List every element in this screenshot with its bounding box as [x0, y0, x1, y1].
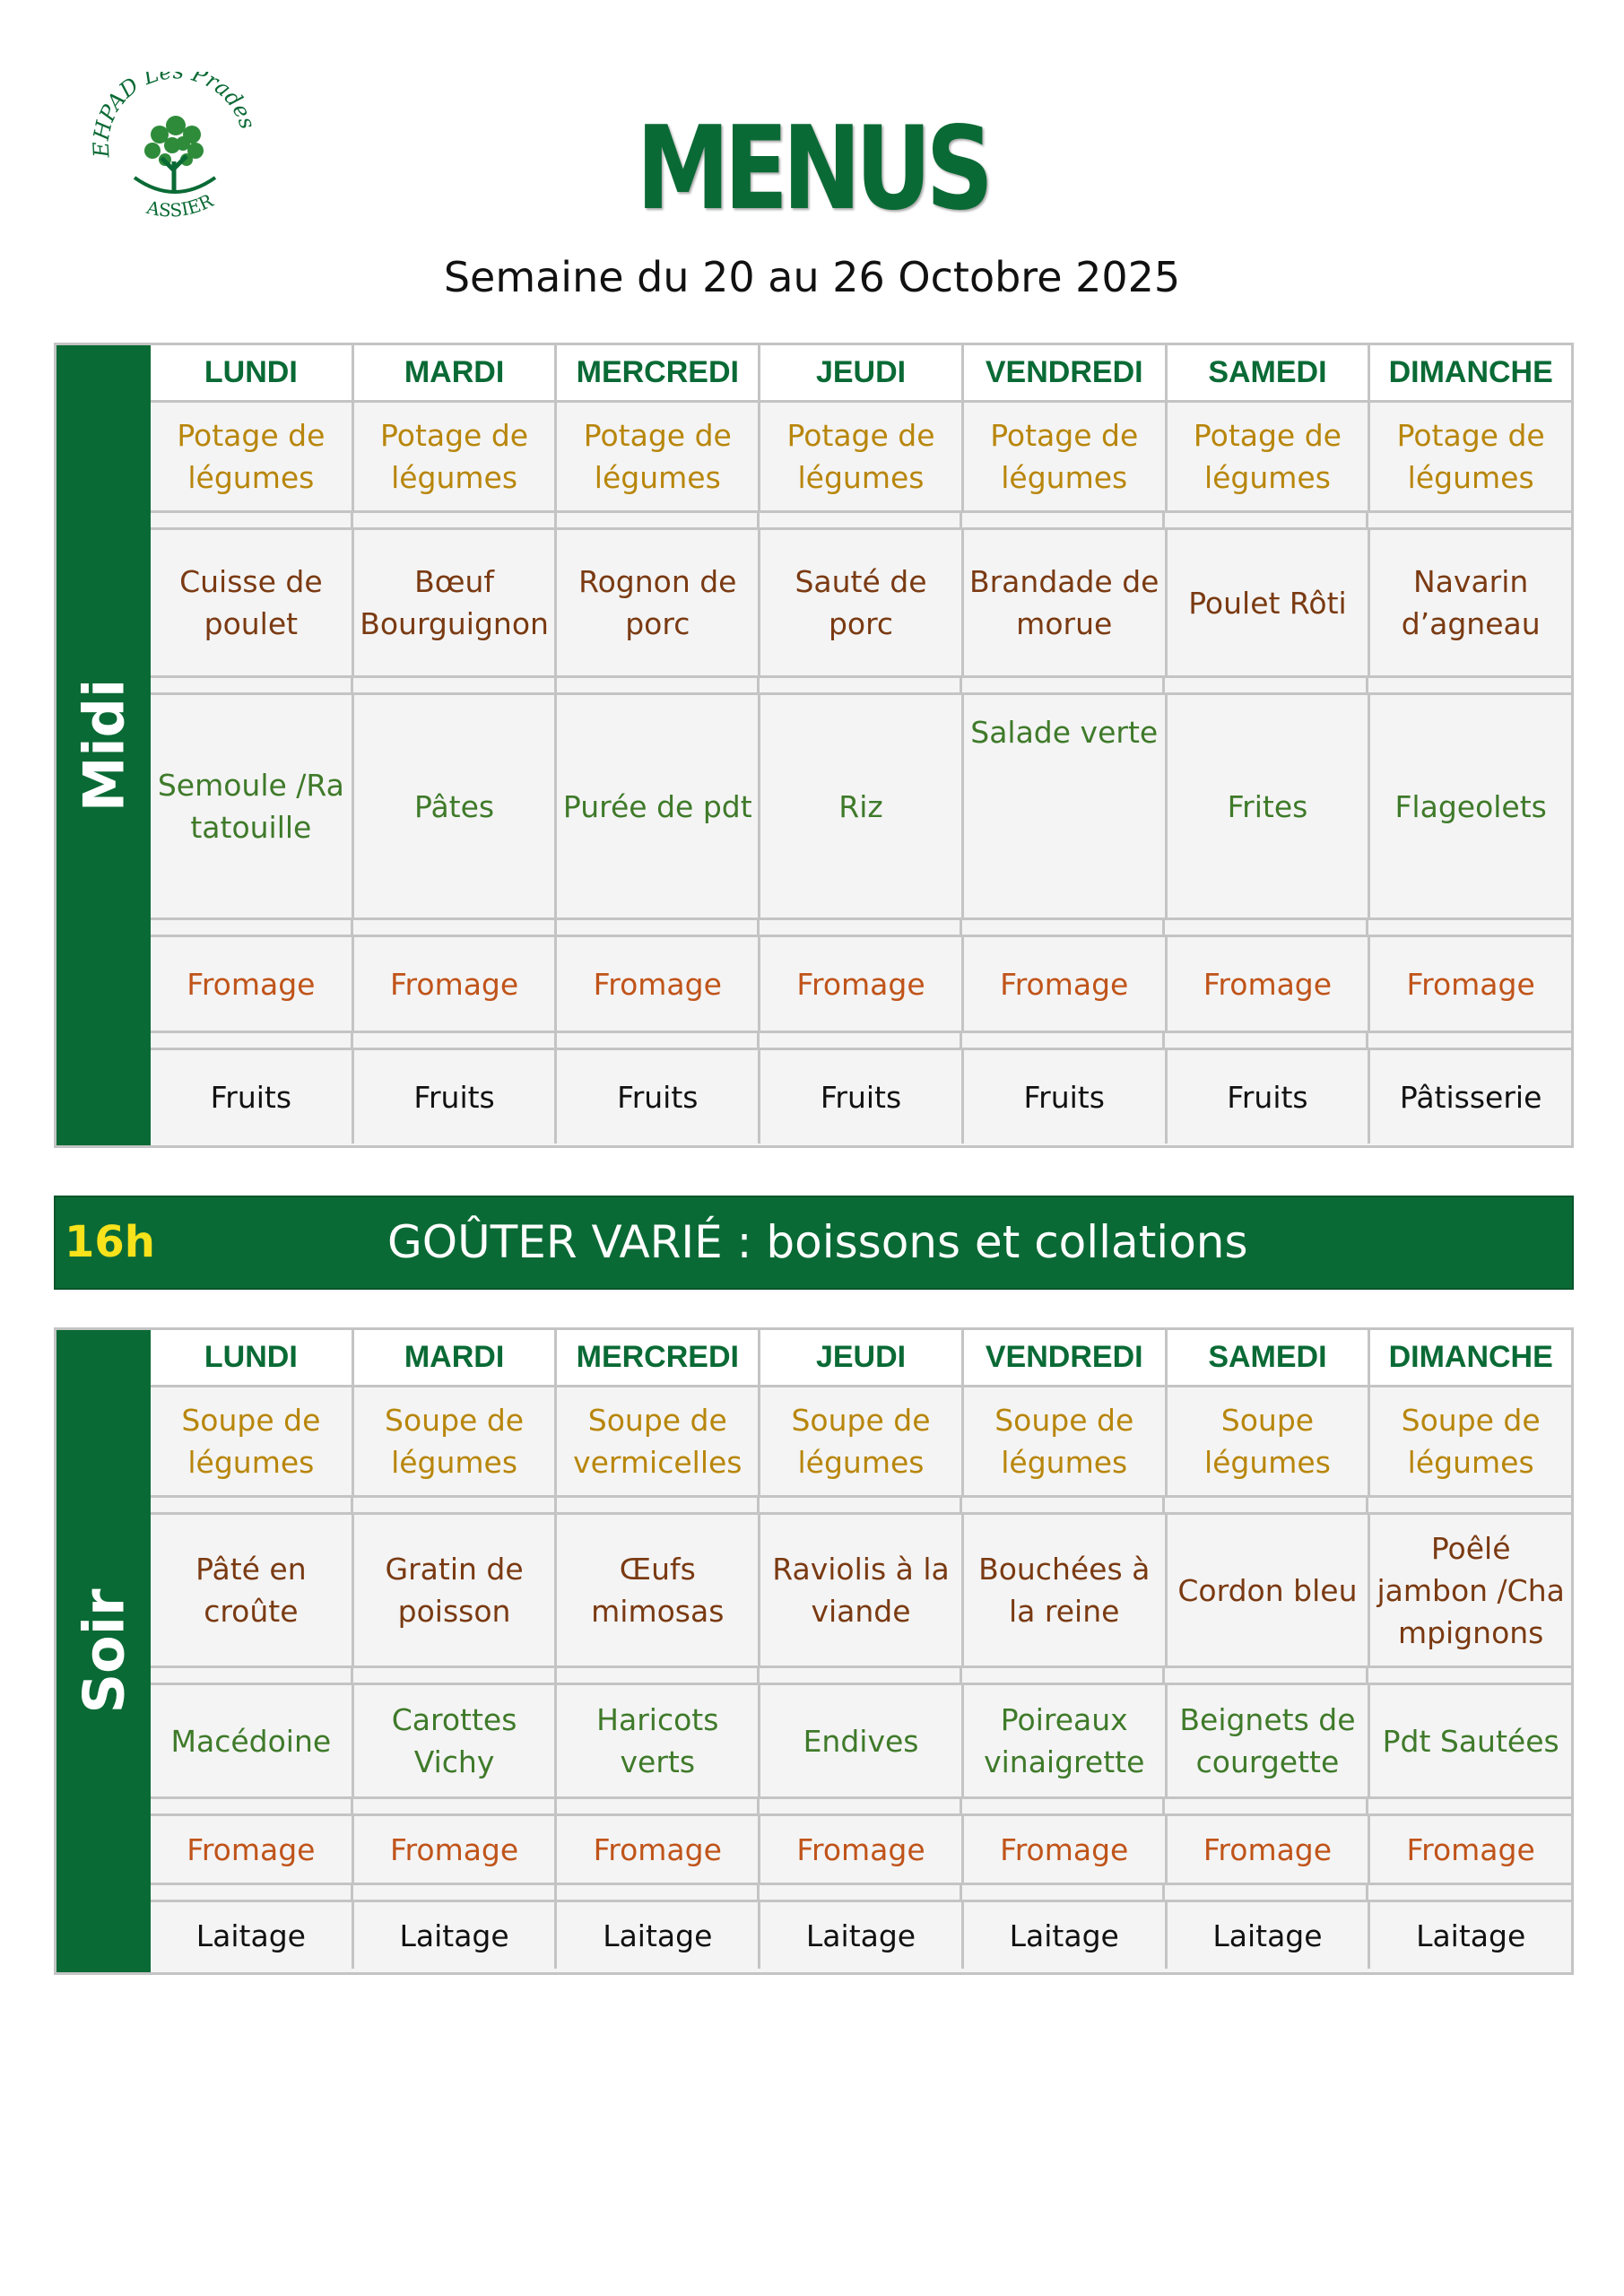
soir-fromage-mardi: Fromage: [354, 1816, 558, 1883]
midi-label: Midi: [71, 678, 136, 813]
midi-accompagnement-dimanche: Flageolets: [1394, 788, 1547, 824]
soir-row-laitage: [151, 1902, 1571, 1969]
midi-row-fromage: [151, 937, 1571, 1031]
midi-fromage-samedi: Fromage: [1168, 937, 1371, 1031]
midi-row-separator: [151, 918, 1571, 937]
midi-fromage-mercredi: Fromage: [557, 937, 760, 1031]
midi-dessert-vendredi: Fruits: [964, 1050, 1168, 1144]
soir-row-legume: [151, 1685, 1571, 1796]
day-header-lundi: LUNDI: [151, 345, 354, 400]
soir-plat-mercredi: Œufs mimosas: [557, 1515, 760, 1665]
soir-label-band: [56, 1330, 151, 1972]
day-header-lundi: LUNDI: [151, 1330, 354, 1385]
midi-potage-samedi: Potage de légumes: [1168, 403, 1371, 510]
midi-accompagnement-mercredi: Purée de pdt: [557, 695, 760, 918]
midi-fromage-vendredi: Fromage: [964, 937, 1168, 1031]
soir-label: Soir: [71, 1588, 136, 1714]
soir-legume-jeudi: Endives: [760, 1685, 964, 1796]
midi-label-band: [56, 345, 151, 1145]
midi-accompagnement-vendredi: Salade verte: [964, 695, 1168, 918]
midi-accompagnement-mardi: Pâtes: [354, 695, 558, 918]
midi-dessert-jeudi: Fruits: [760, 1050, 964, 1144]
soir-soupe-dimanche: Soupe de légumes: [1401, 1403, 1541, 1480]
soir-laitage-dimanche: Laitage: [1416, 1918, 1526, 1953]
soir-plat-lundi: Pâté en croûte: [151, 1515, 354, 1665]
midi-dessert-mardi: Fruits: [354, 1050, 558, 1144]
midi-row-plat: [151, 530, 1571, 675]
soir-menu-table: [54, 1327, 1574, 1975]
gouter-banner: [54, 1196, 1574, 1290]
midi-row-separator: [151, 1031, 1571, 1050]
midi-row-accompagnement: [151, 695, 1571, 918]
soir-row-separator: [151, 1495, 1571, 1515]
page-title: MENUS: [636, 102, 988, 236]
soir-day-header-row: [151, 1330, 1571, 1387]
midi-plat-mercredi: Rognon de porc: [557, 530, 760, 675]
day-header-jeudi: JEUDI: [760, 1330, 964, 1385]
soir-grid: [151, 1330, 1571, 1972]
gouter-text: GOÛTER VARIÉ : boissons et collations: [387, 1216, 1248, 1268]
midi-plat-vendredi: Brandade de morue: [964, 530, 1168, 675]
soir-legume-mardi: Carottes Vichy: [354, 1685, 558, 1796]
soir-soupe-vendredi: Soupe de légumes: [964, 1387, 1168, 1495]
soir-fromage-jeudi: Fromage: [760, 1816, 964, 1883]
soir-fromage-dimanche: Fromage: [1406, 1831, 1535, 1867]
week-subtitle: Semaine du 20 au 26 Octobre 2025: [443, 253, 1181, 301]
midi-potage-jeudi: Potage de légumes: [760, 403, 964, 510]
midi-potage-mercredi: Potage de légumes: [557, 403, 760, 510]
gouter-time: 16h: [65, 1217, 155, 1267]
midi-row-separator: [151, 675, 1571, 695]
day-header-samedi: SAMEDI: [1168, 1330, 1371, 1385]
soir-plat-dimanche: Poêlé jambon /Cha mpignons: [1376, 1530, 1565, 1650]
soir-fromage-vendredi: Fromage: [964, 1816, 1168, 1883]
midi-row-potage: [151, 403, 1571, 510]
midi-dessert-mercredi: Fruits: [557, 1050, 760, 1144]
soir-laitage-mercredi: Laitage: [557, 1902, 760, 1969]
soir-legume-vendredi: Poireaux vinaigrette: [964, 1685, 1168, 1796]
soir-fromage-mercredi: Fromage: [557, 1816, 760, 1883]
day-header-mardi: MARDI: [354, 1330, 558, 1385]
midi-accompagnement-jeudi: Riz: [760, 695, 964, 918]
soir-row-separator: [151, 1796, 1571, 1816]
midi-plat-jeudi: Sauté de porc: [760, 530, 964, 675]
soir-soupe-jeudi: Soupe de légumes: [760, 1387, 964, 1495]
day-header-samedi: SAMEDI: [1168, 345, 1371, 400]
midi-plat-dimanche: Navarin d’agneau: [1401, 564, 1541, 641]
soir-laitage-samedi: Laitage: [1168, 1902, 1371, 1969]
soir-laitage-lundi: Laitage: [151, 1902, 354, 1969]
soir-laitage-mardi: Laitage: [354, 1902, 558, 1969]
day-header-mercredi: MERCREDI: [557, 345, 760, 400]
soir-row-soupe: [151, 1387, 1571, 1495]
soir-laitage-jeudi: Laitage: [760, 1902, 964, 1969]
soir-row-separator: [151, 1665, 1571, 1685]
midi-accompagnement-lundi: Semoule /Ra tatouille: [151, 695, 354, 918]
midi-potage-dimanche: Potage de légumes: [1396, 418, 1545, 495]
midi-plat-lundi: Cuisse de poulet: [151, 530, 354, 675]
day-header-dimanche: DIMANCHE: [1388, 355, 1553, 389]
soir-plat-mardi: Gratin de poisson: [354, 1515, 558, 1665]
soir-plat-jeudi: Raviolis à la viande: [760, 1515, 964, 1665]
logo-top-text: EHPAD Le Prades: [90, 72, 260, 159]
midi-dessert-dimanche: Pâtisserie: [1399, 1079, 1542, 1115]
midi-potage-vendredi: Potage de légumes: [964, 403, 1168, 510]
midi-row-separator: [151, 510, 1571, 530]
day-header-vendredi: VENDREDI: [964, 345, 1168, 400]
midi-potage-mardi: Potage de légumes: [354, 403, 558, 510]
soir-fromage-samedi: Fromage: [1168, 1816, 1371, 1883]
soir-row-separator: [151, 1883, 1571, 1902]
soir-fromage-lundi: Fromage: [151, 1816, 354, 1883]
soir-row-fromage: [151, 1816, 1571, 1883]
midi-dessert-lundi: Fruits: [151, 1050, 354, 1144]
midi-potage-lundi: Potage de légumes: [151, 403, 354, 510]
day-header-mardi: MARDI: [354, 345, 558, 400]
soir-plat-vendredi: Bouchées à la reine: [964, 1515, 1168, 1665]
midi-fromage-dimanche: Fromage: [1406, 966, 1535, 1002]
soir-soupe-mercredi: Soupe de vermicelles: [557, 1387, 760, 1495]
midi-plat-mardi: Bœuf Bourguignon: [354, 530, 558, 675]
soir-row-plat: [151, 1515, 1571, 1665]
soir-soupe-samedi: Soupe légumes: [1168, 1387, 1371, 1495]
midi-day-header-row: [151, 345, 1571, 403]
day-header-vendredi: VENDREDI: [964, 1330, 1168, 1385]
midi-fromage-lundi: Fromage: [151, 937, 354, 1031]
soir-legume-samedi: Beignets de courgette: [1168, 1685, 1371, 1796]
logo-bottom-text: ASSIER: [144, 189, 217, 222]
midi-grid: [151, 345, 1571, 1145]
midi-row-dessert: [151, 1050, 1571, 1144]
soir-legume-dimanche: Pdt Sautées: [1382, 1723, 1559, 1759]
soir-soupe-lundi: Soupe de légumes: [151, 1387, 354, 1495]
midi-menu-table: [54, 343, 1574, 1148]
midi-accompagnement-samedi: Frites: [1168, 695, 1371, 918]
soir-legume-mercredi: Haricots verts: [557, 1685, 760, 1796]
soir-laitage-vendredi: Laitage: [964, 1902, 1168, 1969]
soir-plat-samedi: Cordon bleu: [1168, 1515, 1371, 1665]
day-header-jeudi: JEUDI: [760, 345, 964, 400]
day-header-mercredi: MERCREDI: [557, 1330, 760, 1385]
midi-dessert-samedi: Fruits: [1168, 1050, 1371, 1144]
midi-fromage-mardi: Fromage: [354, 937, 558, 1031]
soir-soupe-mardi: Soupe de légumes: [354, 1387, 558, 1495]
day-header-dimanche: DIMANCHE: [1388, 1340, 1553, 1374]
midi-plat-samedi: Poulet Rôti: [1168, 530, 1371, 675]
midi-fromage-jeudi: Fromage: [760, 937, 964, 1031]
soir-legume-lundi: Macédoine: [151, 1685, 354, 1796]
